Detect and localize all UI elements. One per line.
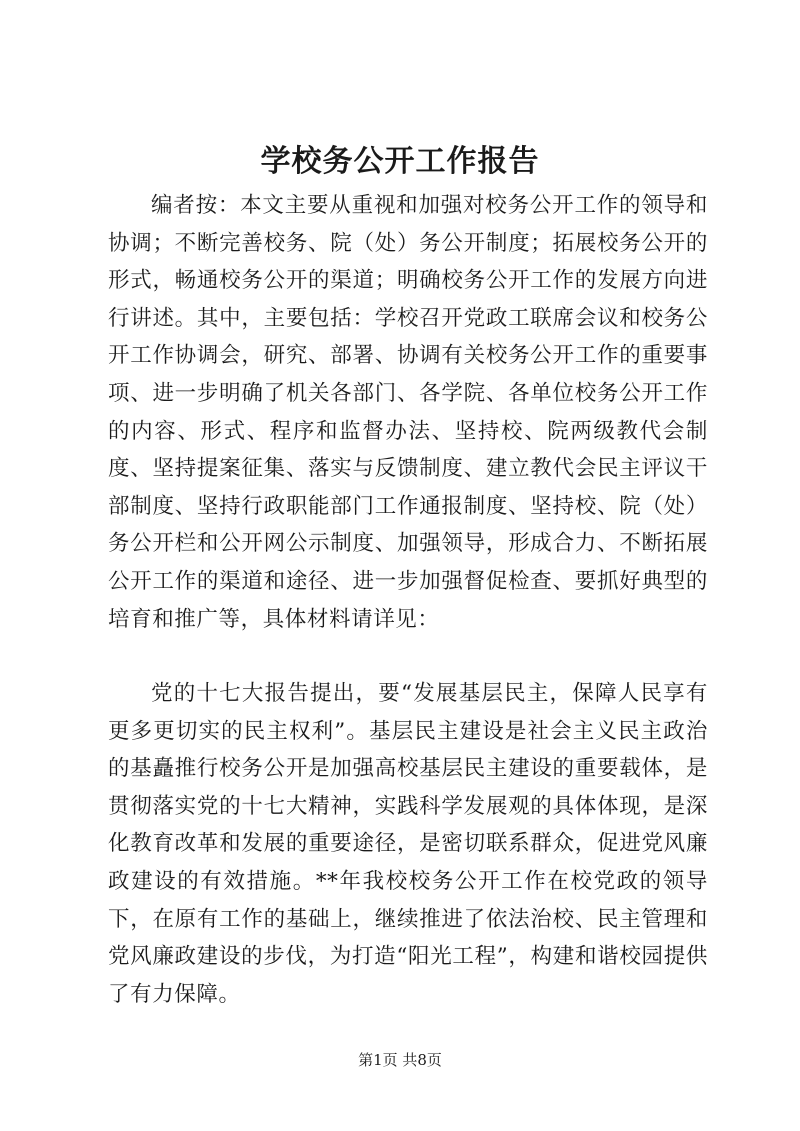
paragraph-intro: 党的十七大报告提出，要“发展基层民主，保障人民享有更多更切实的民主权利”。基层民主建设是社会主义民主政治的基矗推行校务公开是加强高校基层民主建设的重要载体，是贯彻落实党的十七大精神，实践科学发展观的具体体现，是深化教育改革和发展的重要途径，是密切联系群众，促进党风廉政建设的有效措施。**年我校校务公开工作在校党政的领导下，在原有工作的基础上，继续推进了依法治校、民主管理和党风廉政建设的步伐，为打造“阳光工程”，构建和谐校园提供了有力保障。	[108, 681, 708, 1007]
document-title: 学校务公开工作报告	[260, 144, 540, 179]
paragraph-editor-note: 编者按：本文主要从重视和加强对校务公开工作的领导和协调；不断完善校务、院（处）务公开制度；拓展校务公开的形式，畅通校务公开的渠道；明确校务公开工作的发展方向进行讲述。其中，主要包括：学校召开党政工联席会议和校务公开工作协调会，研究、部署、协调有关校务公开工作的重要事项、进一步明确了机关各部门、各学院、各单位校务公开工作的内容、形式、程序和监督办法、坚持校、院两级教代会制度、坚持提案征集、落实与反馈制度、建立教代会民主评议干部制度、坚持行政职能部门工作通报制度、坚持校、院（处）务公开栏和公开网公示制度、加强领导，形成合力、不断拓展公开工作的渠道和途径、进一步加强督促检查、要抓好典型的培育和推广等，具体材料请详见：	[108, 193, 708, 632]
editor-note-block	[108, 187, 708, 638]
page-footer: 第1页 共8页	[358, 1051, 442, 1069]
report-body-block	[108, 675, 708, 1013]
